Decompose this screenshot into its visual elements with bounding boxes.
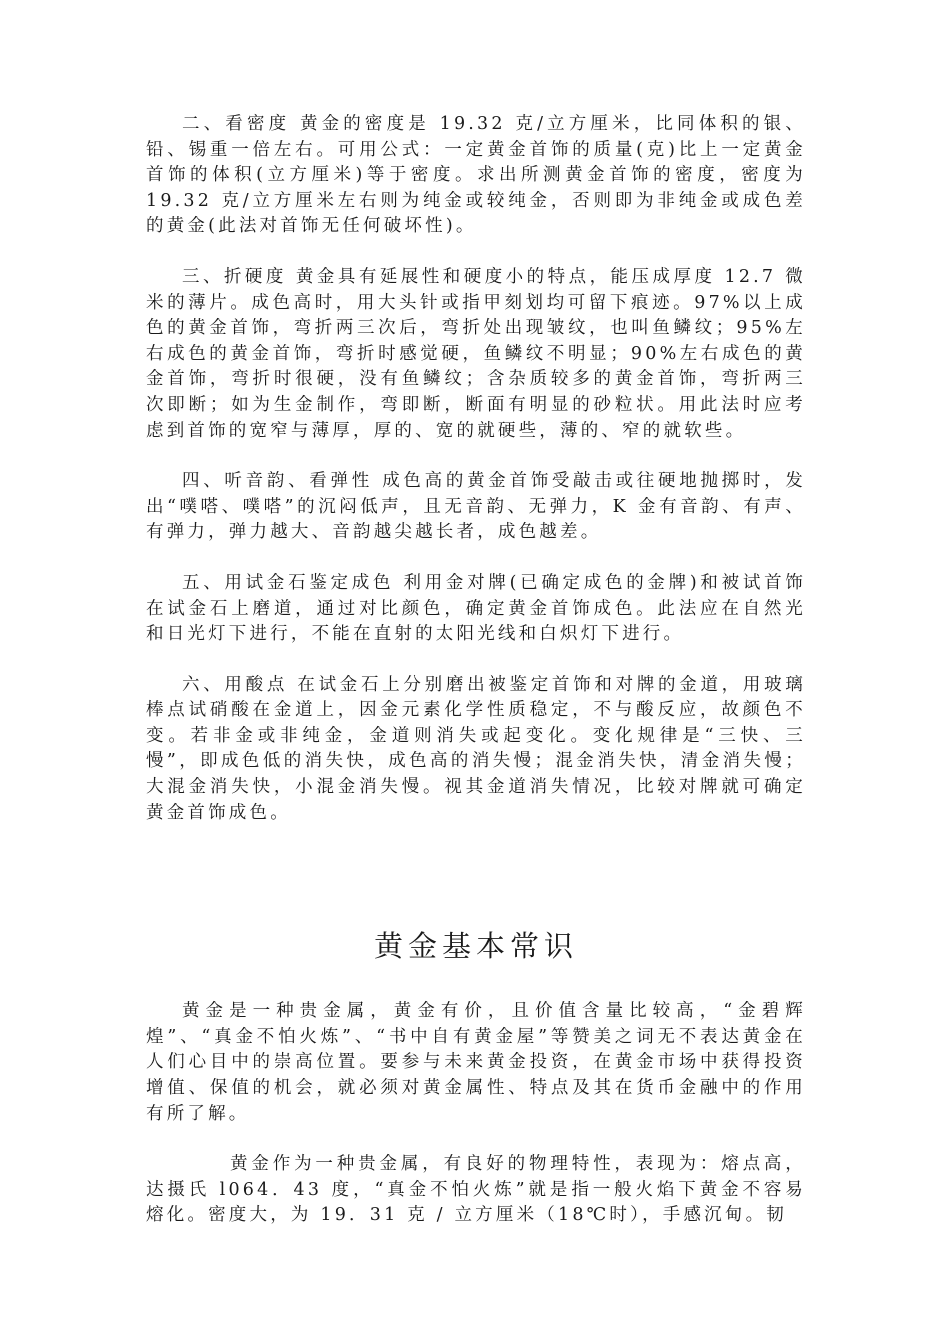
- paragraph-density: 二、看密度 黄金的密度是 19.32 克/立方厘米，比同体积的银、铅、锡重一倍左右。可用公式：一定黄金首饰的质量(克)比上一定黄金首饰的体积(立方厘米)等于密度。求出所测黄金首饰的密度，密度为 19.32 克/立方厘米左右则为纯金或较纯金，否则即为非纯金或成色差的黄金(此法对首饰无任何破坏性)。: [146, 114, 806, 237]
- paragraph-acid-test: 六、用酸点 在试金石上分别磨出被鉴定首饰和对牌的金道，用玻璃棒点试硝酸在金道上，因金元素化学性质稳定，不与酸反应，故颜色不变。若非金或非纯金，金道则消失或起变化。变化规律是“三快、三慢”，即成色低的消失快，成色高的消失慢；混金消失快，清金消失慢；大混金消失快，小混金消失慢。视其金道消失情况，比较对牌就可确定黄金首饰成色。: [146, 674, 806, 823]
- paragraph-hardness: 三、折硬度 黄金具有延展性和硬度小的特点，能压成厚度 12.7 微米的薄片。成色高时，用大头针或指甲刻划均可留下痕迹。97%以上成色的黄金首饰，弯折两三次后，弯折处出现皱纹，也叫鱼鳞纹；95%左右成色的黄金首饰，弯折时感觉硬，鱼鳞纹不明显；90%左右成色的黄金首饰，弯折时很硬，没有鱼鳞纹；含杂质较多的黄金首饰，弯折两三次即断；如为生金制作，弯即断，断面有明显的砂粒状。用此法时应考虑到首饰的宽窄与薄厚，厚的、宽的就硬些，薄的、窄的就软些。: [146, 266, 806, 441]
- paragraph-gold-intro: 黄金是一种贵金属，黄金有价，且价值含量比较高，“金碧辉煌”、“真金不怕火炼”、“书中自有黄金屋”等赞美之词无不表达黄金在人们心目中的崇高位置。要参与未来黄金投资，在黄金市场中获得投资增值、保值的机会，就必须对黄金属性、特点及其在货币金融中的作用有所了解。: [146, 1001, 806, 1124]
- paragraph-gold-physical-properties: 黄金作为一种贵金属，有良好的物理特性，表现为：熔点高，达摄氏 l064．43 度，“真金不怕火炼”就是指一般火焰下黄金不容易熔化。密度大，为 19．31 克 / 立方厘米（18℃时），手感沉甸。韧: [146, 1154, 806, 1226]
- paragraph-sound-elasticity: 四、听音韵、看弹性 成色高的黄金首饰受敲击或往硬地抛掷时，发出“噗嗒、噗嗒”的沉闷低声，且无音韵、无弹力，K 金有音韵、有声、有弹力，弹力越大、音韵越尖越长者，成色越差。: [146, 471, 806, 543]
- paragraph-touchstone: 五、用试金石鉴定成色 利用金对牌(已确定成色的金牌)和被试首饰在试金石上磨道，通过对比颜色，确定黄金首饰成色。此法应在自然光和日光灯下进行，不能在直射的太阳光线和白炽灯下进行。: [146, 572, 806, 645]
- section-heading: 黄金基本常识: [373, 929, 578, 964]
- document-page: [146, 112, 806, 1254]
